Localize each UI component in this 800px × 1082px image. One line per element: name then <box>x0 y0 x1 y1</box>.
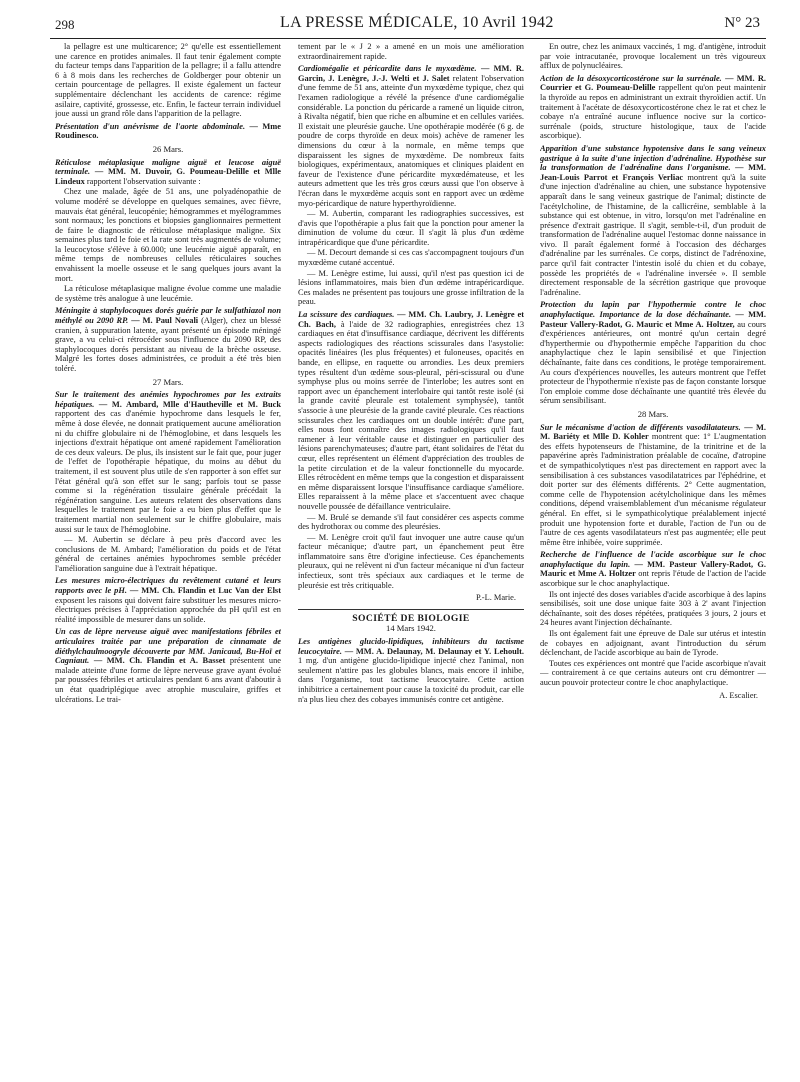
article-authors: — M. Ambard, Mlle d'Hautheville et M. Buck <box>98 399 281 409</box>
article-authors: — M. M. Bariéty et Mlle D. Kohler <box>540 422 766 442</box>
article-title: Recherche de l'influence de l'acide ascorbique sur le choc anaphylactique du lapin. <box>540 550 766 569</box>
discussion-reply: — M. Lenègre estime, lui aussi, qu'il n'est pas question ici de lésions inflammatoires, mais bien d'un œdème intrapéricardique. Ces malades ne présentent pas toujours une grosse infiltration de la peau. <box>298 268 524 307</box>
paragraph: La réticulose métaplasique maligne évolue comme une maladie de système très analogue à une leucémie. <box>55 284 281 303</box>
paragraph: tement par le « J 2 » a amené en un mois une amélioration extraordinairement rapide. <box>298 42 524 61</box>
article-authors: — MM. Pasteur Vallery-Radot, G. Mauric et Mme A. Holtzer <box>540 559 766 579</box>
article-authors: — MM. M. Duvoir, G. Poumeau-Delille et Mlle Lindeux <box>55 167 281 186</box>
article-entry <box>540 300 766 406</box>
discussion-reply: — M. Aubertin se déclare à peu près d'accord avec les conclusions de M. Ambard; l'amélioration du poids et de l'état général de certaines anémies hypochromes semble précéder l'amélioration sanguine due à l'extrait hépatique. <box>55 535 281 573</box>
article-text: (Alger), chez un blessé cranien, à suppuration latente, ayant présenté un épisode méningé grave, a vu celui-ci rétrocéder sous l'influence du 2090 RP, des staphylocoques dorés persistant au niveau de la brèche osseuse. Malgré les fortes doses administrées, ce produit a été très bien toléré. <box>55 316 281 373</box>
article-entry <box>55 306 281 373</box>
paragraph: Chez une malade, âgée de 51 ans, une polyadénopathie de volume modéré se développe en quelques semaines, avec fièvre, mauvais état général, leucopénie; hémogrammes et myélogrammes sont normaux; les ponctions et biopsies ganglionnaires permettent de faire le diagnostic de réticulose métaplasique maligne. Six semaines plus tard le foie et la rate sont très augmentés de volume; la leucocytose s'élève à 60.000; une leucémie aiguë apparaît, en même temps de nombreuses cellules réticulaires souches envahissent la moelle osseuse et le sang quelques jours avant la mort. <box>55 187 281 283</box>
article-text: montrent que: 1° L'augmentation des effets hypotenseurs de l'histamine, de la trinitrine et de la papavérine après l'administration préalable de cocaïne, d'atropine et de sympathicolytiques n'est pas directement en rapport avec la sensibilisation à ces substances vasodilatatrices par l'éphédrine, et doit porter sur des éléments différents. 2° Cette augmentation, comme celle de l'hypotension acétylcholinique dans les mêmes conditions, dépend vraisemblablement d'un mécanisme régulateur général. En effet, si le sympathicolytique préalablement injecté produit une hypotension forte et durable, l'action de l'un ou de l'autre de ces agents vasodilatateurs n'est pas augmentée; elle peut même être inhibée, voire supprimée. <box>540 432 766 547</box>
discussion-reply: — M. Lenègre croit qu'il faut invoquer une autre cause qu'un facteur mécanique; d'autre part, un épanchement peut être inflammatoire sans être d'origine infectieuse. Ces épanchements pleuraux, qui ne relèvent ni d'un facteur mécanique ni d'un facteur infectieux, sont très spéciaux aux cardiaques et le terme de pleurésie est très critiquable. <box>298 532 524 590</box>
session-date: 27 Mars. <box>152 376 184 387</box>
discussion-reply: — M. Aubertin, comparant les radiographies successives, est d'avis que l'opothérapie a plus fait que la ponction pour amener la diminution de volume du cœur. Il s'agit là plus d'un œdème intrapéricardique que d'une péricardite. <box>298 209 524 247</box>
article-entry <box>540 423 766 548</box>
article-authors: — MM. R. Garcin, J. Lenègre, J.-J. Welti et J. Salet <box>298 64 524 83</box>
report-signature: A. Escalier. <box>719 690 758 700</box>
discussion-reply: — M. Brulé se demande s'il faut considérer ces aspects comme des hydrothorax ou comme des pleurésies. <box>298 512 524 532</box>
article-entry <box>298 64 524 208</box>
article-title: Les mesures micro-électriques du revêtement cutané et leurs rapports avec le pH. <box>55 576 281 596</box>
newspaper-page <box>50 14 766 1076</box>
article-title: Apparition d'une substance hypotensive dans le sang veineux gastrique à la suite d'une injection d'adrénaline. Hypothèse sur la transformation de l'adrénaline dans l'organisme. <box>540 143 766 173</box>
page-header <box>50 14 766 39</box>
report-signature: P.-L. Marie. <box>475 593 516 603</box>
article-title: Réticulose métaplasique maligne aiguë et leucose aiguë terminale. <box>55 157 281 177</box>
article-title: Sur le traitement des anémies hypochromes par les extraits hépatiques. <box>55 390 281 409</box>
article-title: La scissure des cardiaques. <box>298 310 395 320</box>
article-title: Protection du lapin par l'hypothermie contre le choc anaphylactique. Importance de la dose déchaînante. <box>540 300 766 320</box>
journal-title: LA PRESSE MÉDICALE, 10 Avril 1942 <box>280 14 554 31</box>
paragraph: Ils ont également fait une épreuve de Dale sur utérus et intestin de cobayes en adjoignant, avant l'introduction du sérum déclenchant, de l'acide ascorbique au bain de Tyrode. <box>540 629 766 658</box>
page-number: 298 <box>55 17 75 32</box>
article-title: Méningite à staphylocoques dorés guérie par le sulfathiazol non méthylé ou 2090 RP. <box>55 306 281 326</box>
paragraph: la pellagre est une multicarence; 2° qu'elle est essentiellement une carence en protides animales. Il faut tenir également compte du facteur temps dans l'apparition de la pellagre; il a fallu attendre 6 à 8 mois dans les recherches de Goldberger pour obtenir un certain pourcentage de pellagres. Il existe également un facteur supplémentaire déclenchant les accidents de carence: régime asilaire, captivité, grossesse, etc. Enfin, le facteur terrain individuel joue aussi un grand rôle dans l'apparition de la pellagre. <box>55 42 281 119</box>
article-authors: — MM. Ch. Flandin et Luc Van der Elst <box>129 586 281 596</box>
paragraph: Ils ont injecté des doses variables d'acide ascorbique à des lapins sensibilisés, soit une dose unique faite 303 à 2' avant l'injection déchaînante, soit des doses répétées, pratiquées 3 jours, 2 jours et 24 heures avant l'injection déchaînante. <box>540 589 766 628</box>
article-text: ont repris l'étude de l'action de l'acide ascorbique sur le choc anaphylactique. <box>540 569 766 589</box>
paragraph: Toutes ces expériences ont montré que l'acide ascorbique n'avait — contrairement à ce que certains auteurs ont cru démontrer — aucun pouvoir protecteur contre le choc anaphylactique. <box>540 658 766 687</box>
article-authors: — MM. Jean-Louis Parrot et François Verliac <box>540 163 766 182</box>
paragraph: En outre, chez les animaux vaccinés, 1 mg. d'antigène, introduit par voie intracutanée, provoque localement un très vigoureux afflux de polynucléaires. <box>540 42 766 71</box>
article-text: au cours d'expériences antérieures, ont montré qu'un certain degré d'hyperthermie ou d'hypothermie empêche l'apparition du choc anaphylactique chez le lapin sensibilisé et que l'injection déchaînante, faite dans ces conditions, le protège temporairement. Au cours d'expériences nouvelles, les auteurs montrent que l'effet protecteur de l'hypothermie n'existe pas de façon constante lorsque l'on emploie comme dose déchaînante une quantité très élevée du sérum sensibilisant. <box>540 319 766 406</box>
article-entry <box>540 144 766 298</box>
article-entry <box>55 122 281 141</box>
article-entry <box>540 74 766 141</box>
article-text: rapportent l'observation suivante : <box>86 176 201 186</box>
section-date: 14 Mars 1942. <box>386 623 436 634</box>
column-right <box>540 42 766 1072</box>
article-text: rapportent des cas d'anémie hypochrome dans lesquels le fer, même à dose élevée, ne donnait pratiquement aucune amélioration ni du chiffre globulaire ni de l'hémoglobine, et dans lesquels les injections d'extrait hépatique ont amené rapidement l'amélioration de ces deux valeurs. De plus, ils insistent sur le fait que, pour juger de l'effet de l'opothérapie hépatique, du moins au début du traitement, il est souvent plus utile de s'en rapporter à son effet sur l'état général qu'à son effet sur le sang; parfois tout se passe comme si la régénération tissulaire générale précédait la régénération sanguine. Les auteurs relatent des observations dans lesquelles le traitement par le foie a eu bien plus d'effet que le traitement martial non seulement sur le chiffre globulaire, mais aussi sur le taux de l'hémoglobine. <box>55 409 281 534</box>
article-entry <box>55 576 281 624</box>
article-title: Présentation d'un anévrisme de l'aorte abdominale. <box>55 121 246 131</box>
issue-number: N° 23 <box>724 15 760 31</box>
article-authors: — MM. Ch. Flandin et A. Basset <box>93 656 226 666</box>
session-date: 26 Mars. <box>152 143 184 154</box>
column-middle <box>298 42 524 1072</box>
article-entry <box>298 637 524 704</box>
article-entry <box>55 158 281 187</box>
article-entry <box>55 390 281 534</box>
column-left <box>55 42 281 1072</box>
article-entry <box>540 550 766 588</box>
article-text: 1 mg. d'un antigène glucido-lipidique injecté chez l'animal, non seulement n'attire pas les globules blancs, mais encore il inhibe, dans l'organisme, tout tactisme leucocytaire. Cette action inhibitrice a certainement pour cause la toxicité du produit, car elle n'a plus lieu chez des cobayes immunisés contre cet antigène. <box>298 656 524 704</box>
article-title: Sur le mécanisme d'action de différents vasodilatateurs. <box>540 422 741 432</box>
article-entry <box>55 627 281 704</box>
article-authors: — MM. Pasteur Vallery-Radot, G. Mauric et Mme A. Holtzer, <box>540 310 766 329</box>
article-title: Action de la désoxycorticostérone sur la surrénale. <box>540 73 722 83</box>
article-text: exposent les raisons qui doivent faire substituer les mesures micro-électriques précises à l'appréciation approchée du pH qu'il est en réalité impossible de mesurer dans un solide. <box>55 595 281 624</box>
article-authors: — MM. A. Delaunay, M. Delaunay et Y. Lehoult. <box>344 646 524 656</box>
article-text: présentent une malade atteinte d'une forme de lèpre nerveuse grave ayant évolué par poussées fébriles et articulaires pendant 6 ans avant d'aboutir à un état quadriplégique avec atrophie musculaire, griffes et ulcérations. Le trai- <box>55 656 281 704</box>
article-title: Les antigènes glucido-lipidiques, inhibiteurs du tactisme leucocytaire. <box>298 637 524 656</box>
article-authors: — MM. R. Courrier et G. Poumeau-Delille <box>540 73 766 93</box>
discussion-reply: — M. Decourt demande si ces cas s'accompagnent toujours d'un myxœdème cutané accentué. <box>298 248 524 268</box>
article-authors: — Mme Roudinesco. <box>55 121 281 141</box>
article-authors: — M. Paul Novali <box>131 316 199 326</box>
article-title: Un cas de lèpre nerveuse aiguë avec manifestations fébriles et articulaires traitée par une préparation de cinnamate de diéthylchaulmoogryle découverte par MM. Janicaud, Bu-Hoï et Cagniaut. <box>55 627 281 666</box>
article-entry <box>298 310 524 511</box>
article-columns <box>50 42 766 1072</box>
article-text: montrent qu'à la suite d'une injection d'adrénaline au chien, une substance hypotensive apparaît dans le sang veineux gastrique de l'animal; distincte de l'acétylcholine, de l'histamine, de la callicréine, semblable à la substance qui est obtenue, in vitro, lorsqu'on met l'adrénaline en présence d'extrait gastrique. Il s'agit, semble-t-il, d'un produit de transformation de l'adrénaline auquel l'estomac donne naissance in vivo. Il paraît également formé à l'occasion des décharges d'adrénaline par les surrénales. Ce corps, distinct de l'adrénoxine, parce qu'il fait contracter l'intestin isolé du chien et du cobaye, possède les propriétés de « l'adrénaline inversée ». Il semble directement responsable de la sécrétion gastrique que provoque l'adrénaline. <box>540 172 766 297</box>
article-text: relatent l'observation d'une femme de 51 ans, atteinte d'un myxœdème typique, chez qui l'examen radiologique a révélé la présence d'une cardiomégalie considérable. La ponction du péricarde a ramené un liquide citron, à Rivalta négatif, bien que riche en albumine et en cellules variées. Il existait une pleurésie gauche. Une opothérapie modérée (6 g. de poudre de corps thyroïde en deux mois) achève de ramener les dimensions du cœur à la normale, en même temps que disparaissent les signes de myxœdème. De nombreux faits biologiques, expérimentaux, anatomiques et cliniques plaident en faveur de l'existence d'une péricardite myxœdémateuse, et les auteurs admettent que les très gros cœurs aussi que l'on observe à l'écran dans le myxœdème acquis sont en rapport avec un œdème myo-péricardique de nature hyperthyroïdienne. <box>298 73 524 208</box>
article-text: à l'aide de 32 radiographies, enregistrées chez 13 cardiaques en état d'insuffisance cardiaque, décrivent les différents aspects radiologiques des réactions scissurales dans l'asystolie: opacités linéaires (les plus fréquentes) et fuloneuses, opacités en bande, en ellipse, en raquette ou arrondies. Les deux premiers types résultent d'un œdème sous-pleural, péri-scissural ou d'une symphyse plus ou moins serrée de l'interlobe; les autres sont en rapport avec un épanchement interlobaire qui tantôt reste isolé (si la grande cavité pleurale est totalement symphysée), tantôt s'associe à une pleurésie de la grande cavité pleurale. Ces réactions scissurales chez les cardiaques ont un double intérêt: d'une part, elles nous font connaître des images radiologiques qu'il faut ramener à leur véritable cause et distinguer en particulier des lésions parenchymateuses; d'autre part, étant solidaires de l'état du cœur, elles représentent un élément d'appréciation des troubles de la petite circulation et de la valeur fonctionnelle du myocarde. Elles rétrocèdent en même temps que la congestion et disparaissent en même disparaissent lorsque l'insuffisance cardiaque s'améliore. Elles reparaissent à la même place et s'accentuent avec chaque nouvelle poussée de défaillance ventriculaire. <box>298 319 524 511</box>
article-text: rappellent qu'on peut maintenir la thyroïde au repos en administrant un extrait thyroïdien actif. Un traitement à l'acétate de désoxycorticostérone chez le rat et chez le cobaye n'a entraîné aucune influence nocive sur la cortico-surrénale (poids, structure histologique, taux de l'acide ascorbique). <box>540 83 766 141</box>
section-heading: SOCIÉTÉ DE BIOLOGIE <box>298 609 524 624</box>
article-title: Cardiomégalie et péricardite dans le myxœdème. <box>298 64 477 74</box>
session-date: 28 Mars. <box>637 408 669 419</box>
article-authors: — MM. Ch. Laubry, J. Lenègre et Ch. Bach, <box>298 310 524 329</box>
